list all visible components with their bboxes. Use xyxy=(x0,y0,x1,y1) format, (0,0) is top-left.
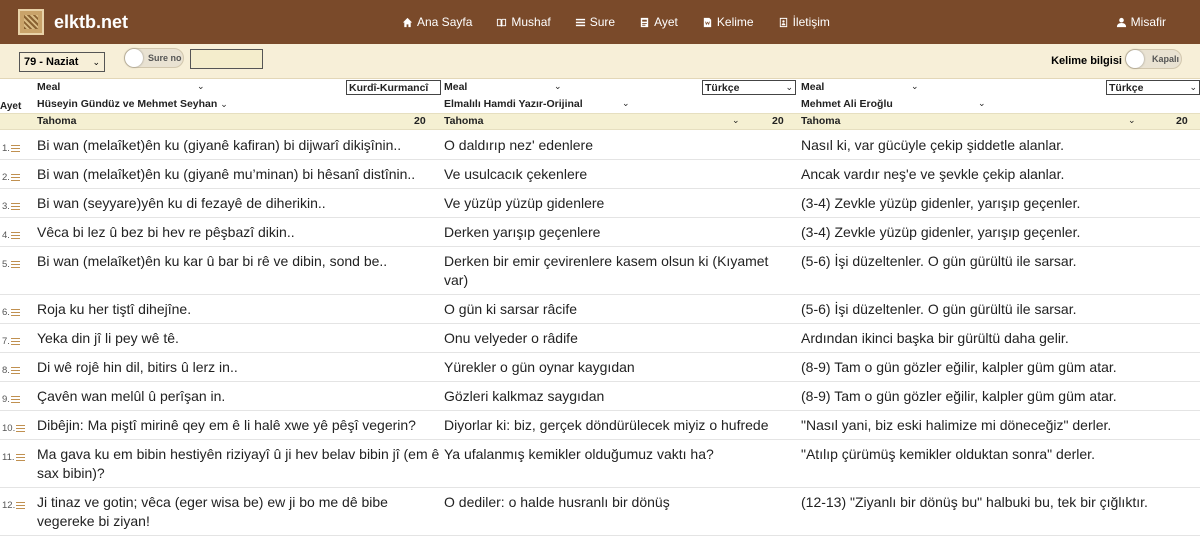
verse-number-link[interactable]: 11. xyxy=(2,448,25,467)
verse-text-col1: Vêca bi lez û bez bi hev re pêşbazî dikin.. xyxy=(37,224,295,240)
menu-kelime[interactable]: Kelime xyxy=(702,15,754,29)
user-icon xyxy=(1116,17,1127,28)
verse-text-col2: Ve usulcacık çekenlere xyxy=(444,166,588,182)
verse-row xyxy=(0,488,1200,536)
sure-no-toggle[interactable]: Sure no xyxy=(124,48,184,68)
verse-number-link[interactable]: 2. xyxy=(2,168,20,187)
list-lines-icon xyxy=(11,203,20,210)
chevron-down-icon: ⌄ xyxy=(197,81,205,91)
verse-row xyxy=(0,218,1200,247)
chevron-down-icon: ⌄ xyxy=(622,98,630,108)
verse-text-col3: Ancak vardır neş'e ve şevkle çekip alanlar. xyxy=(801,166,1065,182)
toggle-knob xyxy=(125,49,143,67)
verse-text-col3: "Nasıl yani, biz eski halimize mi döneceğiz" derler. xyxy=(801,417,1112,433)
verse-row xyxy=(0,247,1200,295)
verse-number-link[interactable]: 12. xyxy=(2,496,25,515)
col1-language-select[interactable]: Kurdî-Kurmancî xyxy=(346,80,441,95)
list-lines-icon xyxy=(11,396,20,403)
verse-number-link[interactable]: 3. xyxy=(2,197,20,216)
contact-card-icon xyxy=(778,17,789,28)
verse-text-col1: Çavên wan melûl û perîşan in. xyxy=(37,388,226,404)
menu-mushaf[interactable]: Mushaf xyxy=(496,15,550,29)
list-lines-icon xyxy=(11,174,20,181)
toggle-knob xyxy=(1126,50,1144,68)
verse-row xyxy=(0,131,1200,160)
verse-text-col2: O gün ki sarsar râcife xyxy=(444,301,578,317)
ayet-no-header: Ayet xyxy=(0,101,22,112)
col3-type-select[interactable]: Meal xyxy=(801,81,825,93)
list-lines-icon xyxy=(16,454,25,461)
chevron-down-icon: ⌄ xyxy=(1189,82,1197,92)
verse-text-col2: Derken yarışıp geçenlere xyxy=(444,224,601,240)
top-navbar xyxy=(0,0,1200,44)
verse-text-col3: (8-9) Tam o gün gözler eğilir, kalpler güm güm atar. xyxy=(801,359,1117,375)
verse-text-col3: "Atılıp çürümüş kemikler olduktan sonra" derler. xyxy=(801,446,1095,462)
menu-home[interactable]: Ana Sayfa xyxy=(402,15,472,29)
verse-text-col2: Derken bir emir çevirenlere kasem olsun ki (Kıyamet var) xyxy=(444,253,769,288)
list-icon xyxy=(575,17,586,28)
verse-text-col3: Nasıl ki, var gücüyle çekip şiddetle alanlar. xyxy=(801,137,1065,153)
list-lines-icon xyxy=(16,425,25,432)
sure-select[interactable]: 79 - Naziat ⌄ xyxy=(19,52,105,72)
col2-translator-select[interactable]: Elmalılı Hamdi Yazır-Orijinal xyxy=(444,98,583,110)
verse-text-col1: Roja ku her tiştî dihejîne. xyxy=(37,301,192,317)
chevron-down-icon: ⌄ xyxy=(220,99,228,109)
verse-text-col1: Ma gava ku em bibin hestiyên riziyayî û ji hev belav bibin jî (em ê sax bibin)? xyxy=(37,446,440,481)
verse-text-col3: (5-6) İşi düzeltenler. O gün gürültü ile sarsar. xyxy=(801,301,1077,317)
verse-number-link[interactable]: 4. xyxy=(2,226,20,245)
chevron-down-icon: ⌄ xyxy=(92,56,100,67)
menu-ayet[interactable]: Ayet xyxy=(639,15,678,29)
verse-row xyxy=(0,324,1200,353)
verse-text-col3: Ardından ikinci başka bir gürültü daha gelir. xyxy=(801,330,1069,346)
list-lines-icon xyxy=(16,502,25,509)
col2-font-size[interactable]: 20 xyxy=(772,115,784,127)
verse-row xyxy=(0,160,1200,189)
chevron-down-icon: ⌄ xyxy=(1128,115,1136,125)
verse-text-col2: Ya ufalanmış kemikler olduğumuz vaktı ha? xyxy=(444,446,714,462)
verse-row xyxy=(0,440,1200,488)
verses-table xyxy=(0,131,1200,536)
verse-text-col1: Yeka din jî li pey wê tê. xyxy=(37,330,179,346)
verse-text-col3: (3-4) Zevkle yüzüp gidenler, yarışıp geçenler. xyxy=(801,195,1081,211)
verse-number-link[interactable]: 6. xyxy=(2,303,20,322)
sure-no-input[interactable] xyxy=(190,49,263,69)
verse-number-link[interactable]: 9. xyxy=(2,390,20,409)
col3-translator-select[interactable]: Mehmet Ali Eroğlu xyxy=(801,98,893,110)
col1-type-select[interactable]: Meal xyxy=(37,81,61,93)
chevron-down-icon: ⌄ xyxy=(732,115,740,125)
verse-text-col3: (12-13) "Ziyanlı bir dönüş bu" halbuki bu, tek bir çığlıktır. xyxy=(801,494,1148,510)
book-open-icon xyxy=(496,17,507,28)
col3-font-select[interactable]: Tahoma xyxy=(801,115,841,127)
kelime-bilgisi-toggle[interactable]: Kapalı xyxy=(1125,49,1182,69)
verse-text-col1: Dibêjin: Ma piştî mirinê qey em ê li halê xwe yê pêşî vegerin? xyxy=(37,417,416,433)
verse-number-link[interactable]: 5. xyxy=(2,255,20,274)
column-headers xyxy=(0,79,1200,131)
list-lines-icon xyxy=(11,145,20,152)
brand-name[interactable]: elktb.net xyxy=(54,11,129,32)
verse-text-col3: (3-4) Zevkle yüzüp gidenler, yarışıp geçenler. xyxy=(801,224,1081,240)
chevron-down-icon: ⌄ xyxy=(978,98,986,108)
verse-number-link[interactable]: 7. xyxy=(2,332,20,351)
verse-text-col2: Yürekler o gün oynar kaygıdan xyxy=(444,359,635,375)
translator-row xyxy=(0,96,1200,113)
list-lines-icon xyxy=(11,367,20,374)
verse-text-col1: Ji tinaz ve gotin; vêca (eger wisa be) ew ji bo me dê bibe vegereke bi ziyan! xyxy=(37,494,388,529)
chevron-down-icon: ⌄ xyxy=(554,81,562,91)
verse-row xyxy=(0,382,1200,411)
col2-type-select[interactable]: Meal xyxy=(444,81,468,93)
document-icon xyxy=(639,17,650,28)
col3-language-select[interactable]: Türkçe ⌄ xyxy=(1106,80,1200,95)
list-lines-icon xyxy=(11,338,20,345)
list-lines-icon xyxy=(11,261,20,268)
verse-text-col3: (8-9) Tam o gün gözler eğilir, kalpler güm güm atar. xyxy=(801,388,1117,404)
col3-font-size[interactable]: 20 xyxy=(1176,115,1188,127)
list-lines-icon xyxy=(11,309,20,316)
col2-font-select[interactable]: Tahoma xyxy=(444,115,484,127)
verse-text-col2: O daldırıp nez' edenlere xyxy=(444,137,593,153)
col1-font-size[interactable]: 20 xyxy=(414,115,426,127)
verse-text-col2: Onu velyeder o râdife xyxy=(444,330,578,346)
menu-sure[interactable]: Sure xyxy=(575,15,615,29)
chevron-down-icon: ⌄ xyxy=(911,81,919,91)
verse-number-link[interactable]: 1. xyxy=(2,139,20,158)
verse-text-col1: Di wê rojê hin dil, bitirs û lerz in.. xyxy=(37,359,238,375)
verse-text-col1: Bi wan (seyyare)yên ku di fezayê de diherikin.. xyxy=(37,195,326,211)
verse-row xyxy=(0,189,1200,218)
verse-text-col2: Gözleri kalkmaz saygıdan xyxy=(444,388,605,404)
font-row xyxy=(0,113,1200,130)
verse-text-col2: Diyorlar ki: biz, gerçek döndürülecek miyiz o hufrede xyxy=(444,417,769,433)
col1-translator-select[interactable]: Hüseyin Gündüz ve Mehmet Seyhan ⌄ xyxy=(37,98,228,110)
verse-text-col3: (5-6) İşi düzeltenler. O gün gürültü ile sarsar. xyxy=(801,253,1077,269)
verse-text-col1: Bi wan (melaîket)ên ku kar û bar bi rê ve dibin, sond be.. xyxy=(37,253,388,269)
verse-row xyxy=(0,295,1200,324)
user-menu[interactable]: Misafir xyxy=(1116,0,1166,44)
verse-text-col1: Bi wan (melaîket)ên ku (giyanê mu’minan) bi hêsanî distînin.. xyxy=(37,166,416,182)
menu-iletisim[interactable]: İletişim xyxy=(778,15,830,29)
verse-row xyxy=(0,353,1200,382)
file-word-icon xyxy=(702,17,713,28)
main-menu xyxy=(402,0,854,44)
kelime-bilgisi-label: Kelime bilgisi xyxy=(1051,55,1122,67)
verse-row xyxy=(0,411,1200,440)
type-row xyxy=(0,79,1200,96)
verse-number-link[interactable]: 10. xyxy=(2,419,25,438)
list-lines-icon xyxy=(11,232,20,239)
verse-text-col2: O dediler: o halde husranlı bir dönüş xyxy=(444,494,670,510)
verse-number-link[interactable]: 8. xyxy=(2,361,20,380)
verse-text-col2: Ve yüzüp yüzüp gidenlere xyxy=(444,195,605,211)
col1-font-select[interactable]: Tahoma xyxy=(37,115,77,127)
site-logo[interactable] xyxy=(18,9,44,35)
home-icon xyxy=(402,17,413,28)
verse-text-col1: Bi wan (melaîket)ên ku (giyanê kafiran) bi dijwarî dikişînin.. xyxy=(37,137,402,153)
chevron-down-icon: ⌄ xyxy=(785,82,793,92)
col2-language-select[interactable]: Türkçe ⌄ xyxy=(702,80,796,95)
